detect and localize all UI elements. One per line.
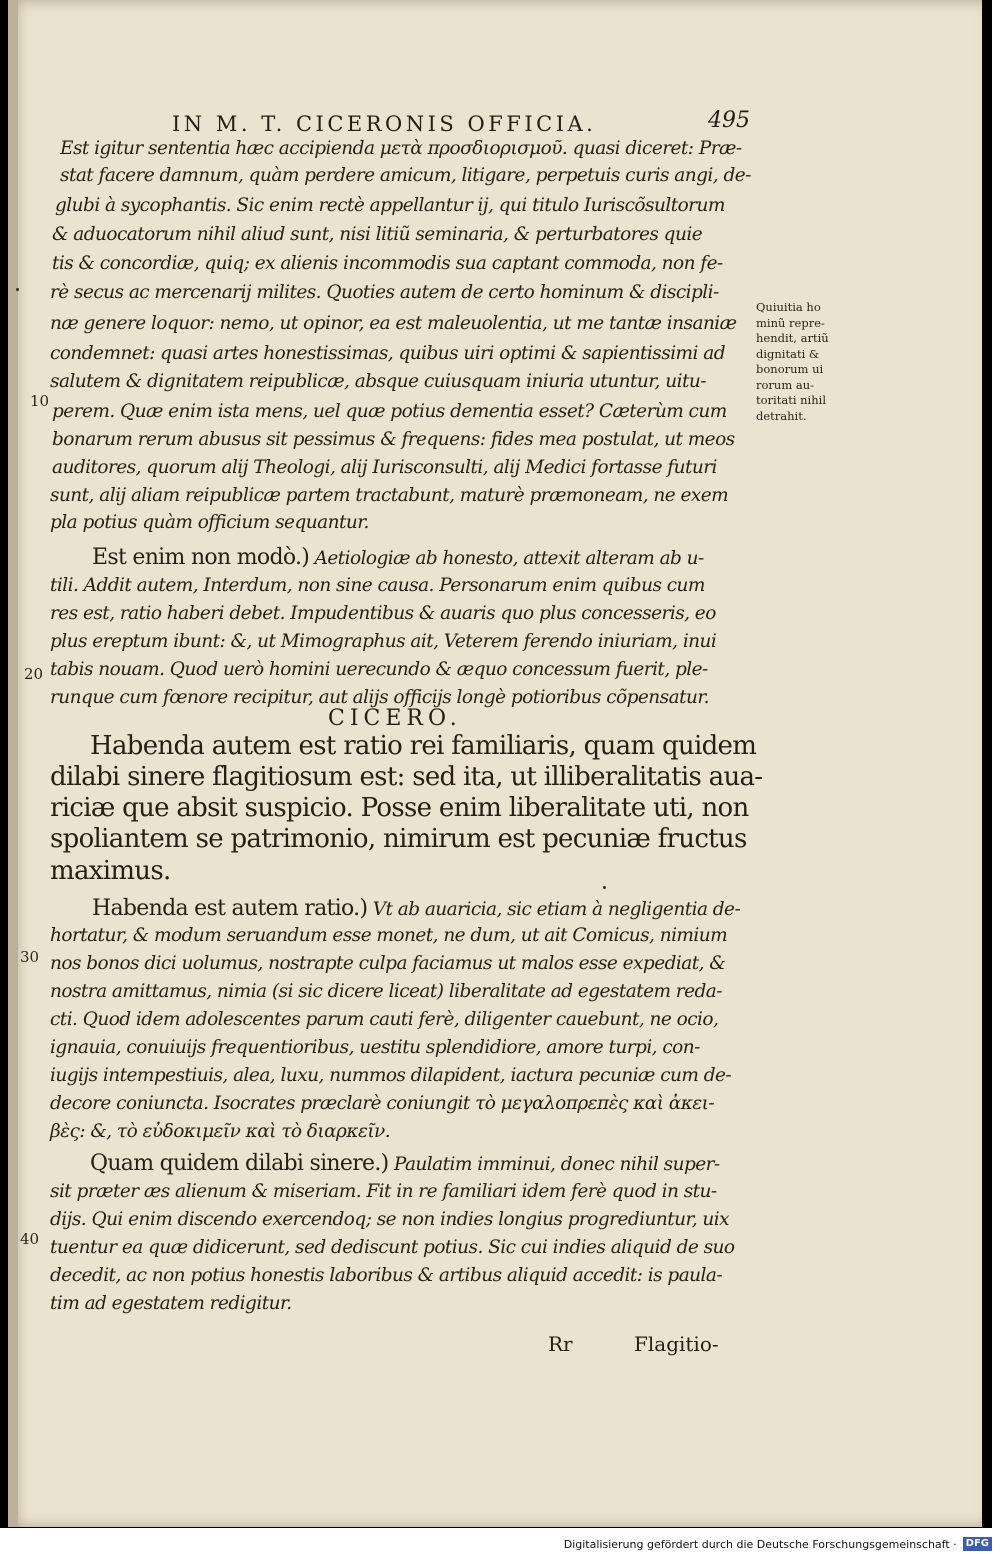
body-line: bonarum rerum abusus sit pessimus & frequens: fides mea postulat, ut meos xyxy=(52,429,735,450)
cicero-line: spoliantem se patrimonio, nimirum est pecuniæ fructus xyxy=(50,824,747,854)
margin-note-line: Quiuitia ho xyxy=(756,300,821,314)
para2-line: nostra amittamus, nimia (si sic dicere liceat) liberalitate ad egestatem reda- xyxy=(50,981,722,1002)
para3-line: tuentur ea quæ didicerunt, sed dediscunt potius. Sic cui indies aliquid de suo xyxy=(50,1237,735,1258)
body-line: tis & concordiæ, quiq; ex alienis incommodis sua captant commoda, non fe- xyxy=(52,253,723,274)
margin-note-line: minũ repre- xyxy=(756,315,825,330)
body-line: sunt, alij aliam reipublicæ partem tractabunt, maturè præmoneam, ne exem xyxy=(50,485,729,506)
body-line: salutem & dignitatem reipublicæ, absque cuiusquam iniuria utuntur, uitu- xyxy=(50,371,706,392)
line-number: 40 xyxy=(20,1230,40,1248)
para2-line: nos bonos dici uolumus, nostrapte culpa faciamus ut malos esse expediat, & xyxy=(50,953,726,974)
para2-line xyxy=(92,898,740,920)
digitization-footer xyxy=(564,1536,992,1552)
para1-line: tabis nouam. Quod uerò homini uerecundo & æquo concessum fuerit, ple- xyxy=(50,659,708,680)
para3-line: sit præter æs alienum & miseriam. Fit in re familiari idem ferè quod in stu- xyxy=(50,1181,717,1202)
para2-line: hortatur, & modum seruandum esse monet, ne dum, ut ait Comicus, nimium xyxy=(50,925,728,946)
body-line: condemnet: quasi artes honestissimas, quibus uiri optimi & sapientissimi ad xyxy=(50,343,726,364)
line-number: 10 xyxy=(30,392,50,410)
cicero-line: Habenda autem est ratio rei familiaris, quam quidem xyxy=(90,731,757,761)
body-line: næ genere loquor: nemo, ut opinor, ea est maleuolentia, ut me tantæ insaniæ xyxy=(50,313,737,334)
section-heading: CICERO. xyxy=(328,706,462,731)
lemma-gloss: Vt ab auaricia, sic etiam à negligentia de- xyxy=(372,899,741,920)
para2-line: decore coniuncta. Isocrates præclarè coniungit τὸ μεγαλοπρεπὲς καὶ ἀκει- xyxy=(50,1093,715,1114)
cicero-line: maximus. xyxy=(50,856,171,886)
para3-line xyxy=(90,1153,720,1175)
page-number: 495 xyxy=(708,108,750,133)
para1-line xyxy=(92,547,704,569)
ink-speck xyxy=(603,886,606,889)
lemma: Est enim non modò.) xyxy=(92,545,310,570)
ink-speck xyxy=(16,288,19,291)
running-head: IN M. T. CICERONIS OFFICIA. xyxy=(172,112,597,136)
margin-note xyxy=(756,300,829,424)
page-gutter-shadow xyxy=(8,0,18,1527)
body-line: rè secus ac mercenarij milites. Quoties autem de certo hominum & discipli- xyxy=(50,282,719,303)
margin-note-line: rorum au- xyxy=(756,377,815,392)
para2-line: cti. Quod idem adolescentes parum cauti ferè, diligenter cauebunt, ne ocio, xyxy=(50,1009,719,1030)
para2-line: iugijs intempestiuis, alea, luxu, nummos dilapident, iactura pecuniæ cum de- xyxy=(50,1065,732,1086)
margin-note-line: detrahit. xyxy=(756,408,807,423)
body-line: pla potius quàm officium sequantur. xyxy=(50,512,369,533)
lemma: Quam quidem dilabi sinere.) xyxy=(90,1151,389,1176)
line-number: 20 xyxy=(24,665,44,683)
body-line: auditores, quorum alij Theologi, alij Iurisconsulti, alij Medici fortasse futuri xyxy=(52,457,717,478)
para2-line: ignauia, conuiuijs frequentioribus, uestitu splendidiore, amore turpi, con- xyxy=(50,1037,700,1058)
para1-line: plus ereptum ibunt: &, ut Mimographus ait, Veterem ferendo iniuriam, inui xyxy=(50,631,717,652)
cicero-line: dilabi sinere flagitiosum est: sed ita, ut illiberalitatis aua- xyxy=(50,762,763,792)
body-line: & aduocatorum nihil aliud sunt, nisi litiũ seminaria, & perturbatores quie xyxy=(52,224,703,245)
lemma-gloss: Aetiologiæ ab honesto, attexit alteram ab u- xyxy=(314,548,704,569)
body-line: stat facere damnum, quàm perdere amicum, litigare, perpetuis curis angi, de- xyxy=(60,165,751,186)
cicero-line: riciæ que absit suspicio. Posse enim liberalitate uti, non xyxy=(50,793,749,823)
margin-note-line: toritati nihil xyxy=(756,393,826,407)
signature-mark: Rr xyxy=(548,1332,573,1356)
para2-line: βὲς: &, τὸ εὐδοκιμεῖν καὶ τὸ διαρκεῖν. xyxy=(50,1121,391,1142)
para1-line: runque cum fœnore recipitur, aut alijs officijs longè potioribus cõpensatur. xyxy=(50,687,709,708)
line-number: 30 xyxy=(20,948,40,966)
lemma-gloss: Paulatim imminui, donec nihil super- xyxy=(393,1154,720,1175)
body-line: glubi à sycophantis. Sic enim rectè appellantur ij, qui titulo Iuriscõsultorum xyxy=(55,195,725,216)
footer-text: Digitalisierung gefördert durch die Deutsche Forschungsgemeinschaft · xyxy=(563,1537,957,1551)
lemma: Habenda est autem ratio.) xyxy=(92,896,368,921)
catchword: Flagitio- xyxy=(634,1332,719,1356)
para3-line: decedit, ac non potius honestis laboribus & artibus aliquid accedit: is paula- xyxy=(50,1265,723,1286)
dfg-logo-icon: DFG xyxy=(963,1537,992,1551)
margin-note-line: bonorum ui xyxy=(756,362,824,376)
para3-line: tim ad egestatem redigitur. xyxy=(50,1293,292,1314)
margin-note-line: dignitati & xyxy=(756,346,820,361)
body-line: perem. Quæ enim ista mens, uel quæ potius dementia esset? Cæterùm cum xyxy=(52,401,727,422)
margin-note-line: hendit, artiũ xyxy=(756,331,829,345)
body-line: Est igitur sententia hæc accipienda μετὰ προσδιορισμοῦ. quasi diceret: Præ- xyxy=(60,138,742,159)
para1-line: tili. Addit autem, Interdum, non sine causa. Personarum enim quibus cum xyxy=(50,575,705,596)
para1-line: res est, ratio haberi debet. Impudentibus & auaris quo plus concesseris, eo xyxy=(50,603,716,624)
para3-line: dijs. Qui enim discendo exercendoq; se non indies longius progrediuntur, uix xyxy=(50,1209,730,1230)
